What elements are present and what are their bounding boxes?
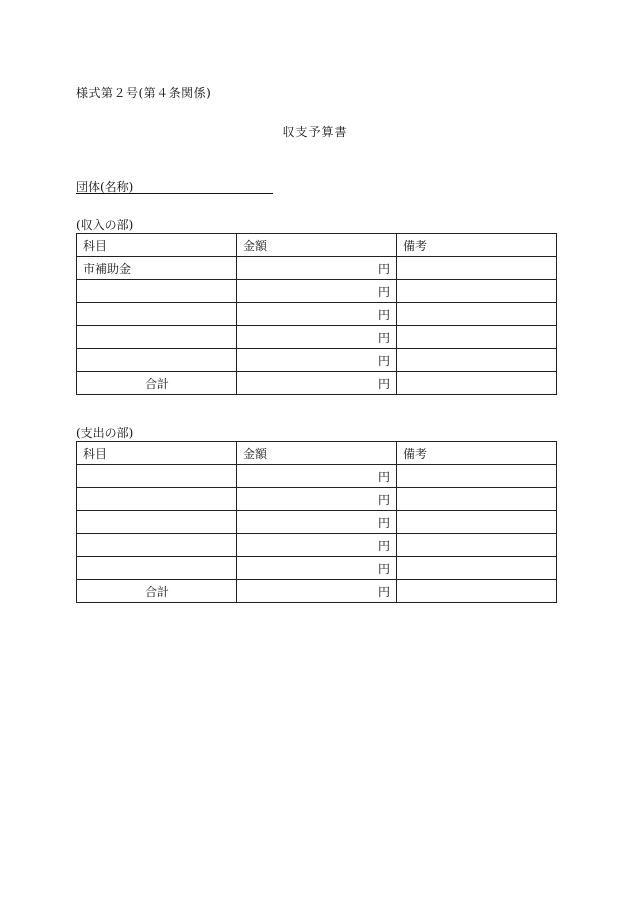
expense-row bbox=[77, 488, 557, 511]
income-amount-cell[interactable]: 円 bbox=[237, 326, 397, 349]
income-total-amount-cell[interactable]: 円 bbox=[237, 372, 397, 395]
expense-amount-cell[interactable]: 円 bbox=[237, 465, 397, 488]
income-item-cell[interactable] bbox=[77, 280, 237, 303]
income-header-note: 備考 bbox=[397, 234, 557, 257]
expense-item-cell[interactable] bbox=[77, 534, 237, 557]
income-item-cell[interactable]: 市補助金 bbox=[77, 257, 237, 280]
income-item-cell[interactable] bbox=[77, 326, 237, 349]
income-item-cell[interactable] bbox=[77, 303, 237, 326]
income-note-cell[interactable] bbox=[397, 349, 557, 372]
expense-total-note-cell[interactable] bbox=[397, 580, 557, 603]
expense-header-row bbox=[77, 442, 557, 465]
expense-note-cell[interactable] bbox=[397, 511, 557, 534]
organization-name-field[interactable] bbox=[76, 178, 273, 194]
expense-item-cell[interactable] bbox=[77, 557, 237, 580]
income-header-item: 科目 bbox=[77, 234, 237, 257]
expense-amount-cell[interactable]: 円 bbox=[237, 488, 397, 511]
income-item-cell[interactable] bbox=[77, 349, 237, 372]
income-note-cell[interactable] bbox=[397, 303, 557, 326]
income-total-row bbox=[77, 372, 557, 395]
form-number: 様式第２号(第４条関係) bbox=[76, 86, 212, 100]
income-amount-cell[interactable]: 円 bbox=[237, 257, 397, 280]
income-note-cell[interactable] bbox=[397, 257, 557, 280]
income-row bbox=[77, 326, 557, 349]
expense-item-cell[interactable] bbox=[77, 488, 237, 511]
expense-table bbox=[76, 441, 557, 603]
expense-item-cell[interactable] bbox=[77, 511, 237, 534]
income-row bbox=[77, 257, 557, 280]
expense-section-label: (支出の部) bbox=[76, 426, 134, 440]
income-table bbox=[76, 233, 557, 395]
income-note-cell[interactable] bbox=[397, 280, 557, 303]
expense-header-note: 備考 bbox=[397, 442, 557, 465]
income-section-label: (収入の部) bbox=[76, 218, 134, 232]
organization-label: 団体(名称) bbox=[76, 180, 134, 194]
income-header-row bbox=[77, 234, 557, 257]
income-row bbox=[77, 280, 557, 303]
expense-item-cell[interactable] bbox=[77, 465, 237, 488]
expense-note-cell[interactable] bbox=[397, 557, 557, 580]
expense-header-amount: 金額 bbox=[237, 442, 397, 465]
income-row bbox=[77, 349, 557, 372]
expense-header-item: 科目 bbox=[77, 442, 237, 465]
income-amount-cell[interactable]: 円 bbox=[237, 349, 397, 372]
expense-total-label: 合計 bbox=[77, 580, 237, 603]
income-total-label: 合計 bbox=[77, 372, 237, 395]
income-total-note-cell[interactable] bbox=[397, 372, 557, 395]
income-row bbox=[77, 303, 557, 326]
expense-note-cell[interactable] bbox=[397, 488, 557, 511]
income-note-cell[interactable] bbox=[397, 326, 557, 349]
expense-total-amount-cell[interactable]: 円 bbox=[237, 580, 397, 603]
income-header-amount: 金額 bbox=[237, 234, 397, 257]
expense-row bbox=[77, 465, 557, 488]
income-amount-cell[interactable]: 円 bbox=[237, 303, 397, 326]
expense-row bbox=[77, 511, 557, 534]
expense-note-cell[interactable] bbox=[397, 534, 557, 557]
expense-amount-cell[interactable]: 円 bbox=[237, 557, 397, 580]
expense-row bbox=[77, 534, 557, 557]
expense-amount-cell[interactable]: 円 bbox=[237, 534, 397, 557]
expense-note-cell[interactable] bbox=[397, 465, 557, 488]
expense-total-row bbox=[77, 580, 557, 603]
income-amount-cell[interactable]: 円 bbox=[237, 280, 397, 303]
document-title: 収支予算書 bbox=[282, 125, 348, 139]
expense-row bbox=[77, 557, 557, 580]
expense-amount-cell[interactable]: 円 bbox=[237, 511, 397, 534]
